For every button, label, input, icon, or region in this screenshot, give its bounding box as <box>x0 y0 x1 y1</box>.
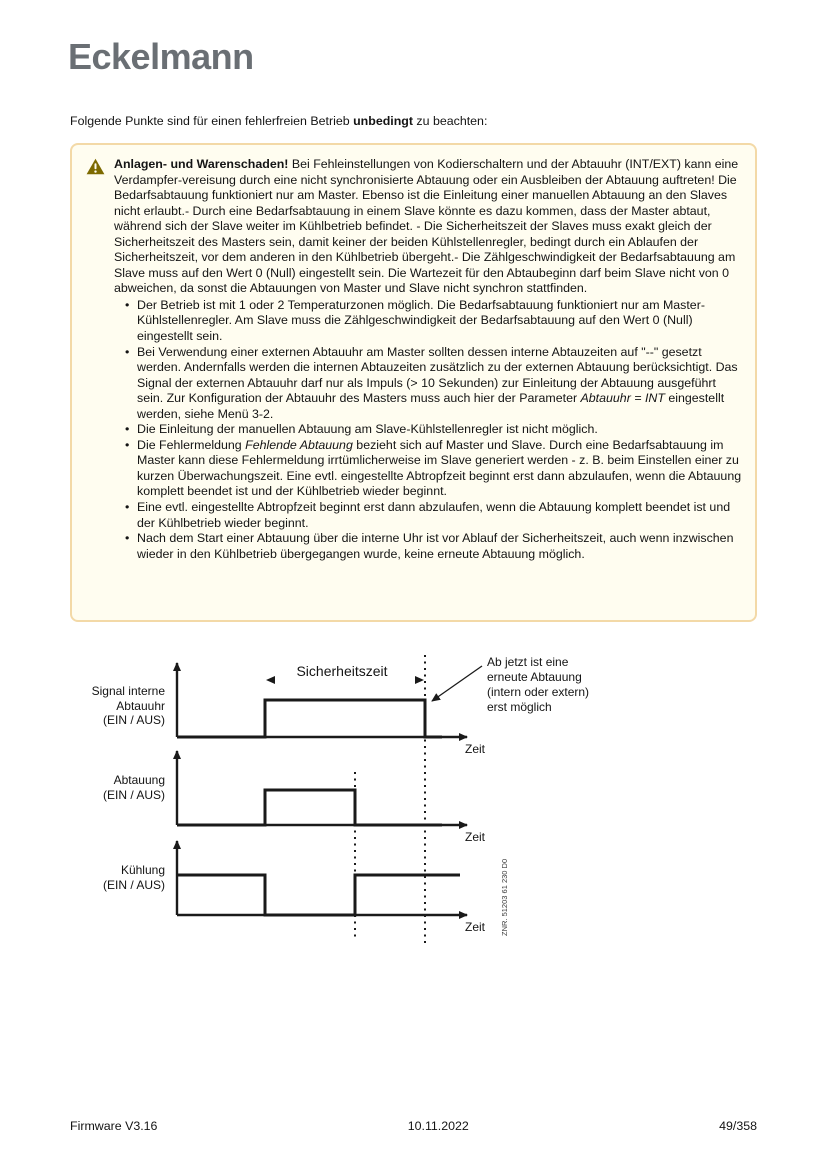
warning-paragraph: Anlagen- und Warenschaden! Bei Fehleinstellungen von Kodierschaltern und der Abtauuhr (INT/EXT) kann eine Verdampfer-vereisung durch eine nicht synchronisierte Abtauung oder ein Ausbleiben der Abtauung auftreten! Die Bedarfsabtauung funktioniert nur am Master. Ebenso ist die Einleitung einer manuellen Abtauung an den Slaves nicht erlaubt.- Durch eine Bedarfsabtauung in einem Slave könnte es dazu kommen, dass der Master abtaut, während sich der Slave weiter im Kühlbetrieb befindet. - Die Sicherheitszeit der Slaves muss exakt gleich der Sicherheitszeit des Masters sein, damit keiner der beiden Kühlstellenregler, bedingt durch ein Ablaufen der Sicherheitszeit, vor dem anderen in den Kühlbetrieb übergeht.- Die Zählgeschwindigkeit der Bedarfsabtauung am Slave muss auf den Wert 0 (Null) eingestellt sein. Die Wartezeit für den Abtaubeginn darf beim Slave nicht von 0 abweichen, da sonst die Abtauungen von Master und Slave nicht synchron stattfinden. <box>114 157 739 296</box>
axis-label-zeit: Zeit <box>464 830 485 844</box>
span-arrow-left <box>266 676 275 684</box>
warning-triangle-icon <box>86 158 105 180</box>
annotation-line: Ab jetzt ist eine <box>487 655 569 669</box>
page-footer <box>70 1119 757 1133</box>
list-item: • Nach dem Start einer Abtauung über die interne Uhr ist vor Ablauf der Sicherheitszeit, auch wenn inzwischen wieder in den Kühlbetrieb übergegangen wurde, keine erneute Abtauung möglich. <box>125 531 745 562</box>
warning-content <box>114 157 745 562</box>
annotation-line: erneute Abtauung <box>487 670 582 684</box>
list-item: • Die Fehlermeldung Fehlende Abtauung bezieht sich auf Master und Slave. Durch eine Bedarfsabtauung im Master kann diese Fehlermeldung irrtümlicherweise im Slave generiert werden - z. B. beim Einstellen einer zu kurzen Überwachungszeit. Eine evtl. eingestellte Abtropfzeit beginnt erst dann abzulaufen, wenn die Abtauung komplett beendet ist und der Kühlbetrieb wieder beginnt. <box>125 438 745 500</box>
footer-date: 10.11.2022 <box>407 1119 469 1133</box>
warning-box <box>70 143 757 622</box>
diagram-title: Sicherheitszeit <box>296 663 388 679</box>
list-item: • Bei Verwendung einer externen Abtauuhr am Master sollten dessen interne Abtauzeiten auf "--" gesetzt werden. Andernfalls werden die internen Abtauzeiten zusätzlich zu der externen Abtauung berücksichtigt. Das Signal der externen Abtauuhr darf nur als Impuls (> 10 Sekunden) zur Einleitung der Abtauung ausgeführt sein. Zur Konfiguration der Abtauuhr des Masters muss auch hier der Parameter Abtauuhr = INT eingestellt werden, siehe Menü 3-2. <box>125 345 745 423</box>
span-arrow-right <box>415 676 424 684</box>
list-item: • Der Betrieb ist mit 1 oder 2 Temperaturzonen möglich. Die Bedarfsabtauung funktioniert nur am Master-Kühlstellenregler. Am Slave muss die Zählgeschwindigkeit der Bedarfsabtauung auf den Wert 0 (Null) eingestellt sein. <box>125 298 745 345</box>
signal-label-line: Abtauung <box>113 773 165 787</box>
warning-bullet-list <box>114 298 745 562</box>
timing-diagram <box>70 645 760 955</box>
axis-label-zeit: Zeit <box>464 920 485 934</box>
footer-firmware-version: Firmware V3.16 <box>70 1119 158 1133</box>
company-logo: Eckelmann <box>68 36 254 77</box>
signal-label-line: Kühlung <box>120 863 165 877</box>
signal-pulse-abtauung <box>177 790 442 825</box>
intro-line: Folgende Punkte sind für einen fehlerfreien Betrieb unbedingt zu beachten: <box>70 114 488 128</box>
signal-label-line: Abtauuhr <box>116 699 165 713</box>
list-item: • Die Einleitung der manuellen Abtauung am Slave-Kühlstellenregler ist nicht möglich. <box>125 422 745 438</box>
footer-page-number: 49/358 <box>719 1119 757 1133</box>
signal-label-line: (EIN / AUS) <box>102 878 165 892</box>
drawing-number: ZNR. 51203 61 230 D0 <box>500 858 509 936</box>
annotation-line: (intern oder extern) <box>487 685 590 699</box>
axis-label-zeit: Zeit <box>464 742 485 756</box>
signal-label-line: (EIN / AUS) <box>102 788 165 802</box>
list-item: • Eine evtl. eingestellte Abtropfzeit beginnt erst dann abzulaufen, wenn die Abtauung komplett beendet ist und der Kühlbetrieb wieder beginnt. <box>125 500 745 531</box>
signal-label-line: Signal interne <box>91 684 165 698</box>
signal-pulse-abtauuhr <box>177 700 442 737</box>
signal-label-line: (EIN / AUS) <box>102 713 165 727</box>
annotation-line: erst möglich <box>487 700 552 714</box>
signal-pulse-kuehlung <box>177 875 460 915</box>
annotation-arrow <box>432 666 482 701</box>
